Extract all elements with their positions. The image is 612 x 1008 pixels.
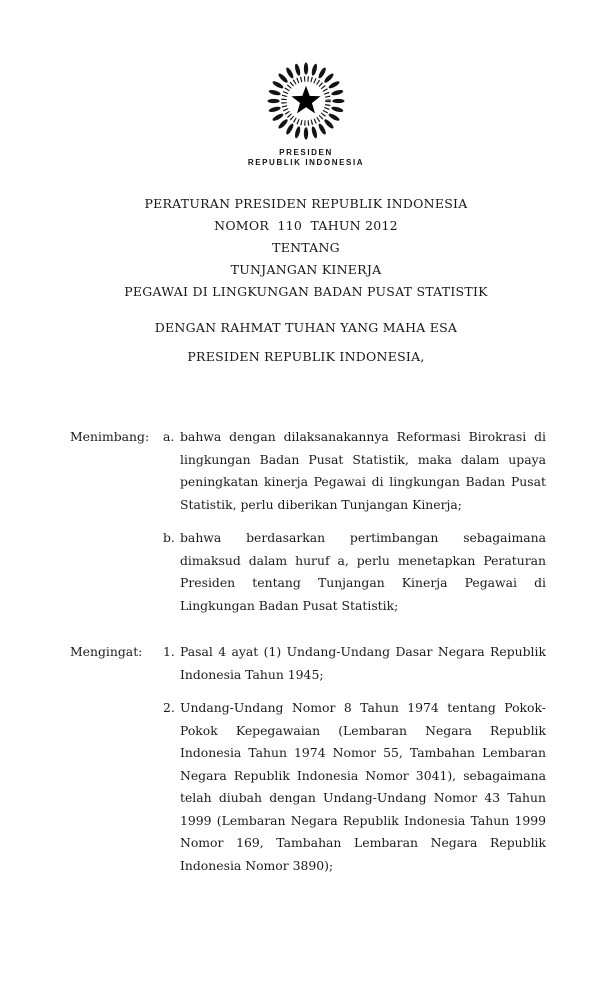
item-marker: 1. <box>163 644 175 659</box>
item-text: Pasal 4 ayat (1) Undang-Undang Dasar Negara Republik Indonesia Tahun 1945; <box>180 644 546 682</box>
title-block <box>0 193 612 368</box>
authority-line: PRESIDEN REPUBLIK INDONESIA, <box>187 349 425 364</box>
section-items <box>163 426 546 617</box>
list-item <box>163 641 546 686</box>
item-marker: b. <box>163 530 175 545</box>
regulation-number-line: NOMOR 110 TAHUN 2012 <box>214 218 398 233</box>
section-mengingat <box>70 641 546 877</box>
section-items <box>163 641 546 877</box>
tentang-line: TENTANG <box>272 240 340 255</box>
item-text: bahwa dengan dilaksanakannya Reformasi Birokrasi di lingkungan Badan Pusat Statistik, maka dalam upaya peningkatan kinerja Pegawai di lingkungan Badan Pusat Statistik, perlu diberikan Tunjangan Kinerja; <box>180 429 546 512</box>
list-item <box>163 697 546 877</box>
item-marker: a. <box>163 429 175 444</box>
list-item <box>163 527 546 617</box>
section-label: Menimbang: <box>70 429 150 444</box>
emblem-star-icon <box>291 86 320 114</box>
invocation-line: DENGAN RAHMAT TUHAN YANG MAHA ESA <box>154 320 458 335</box>
item-text: bahwa berdasarkan pertimbangan sebagaimana dimaksud dalam huruf a, perlu menetapkan Peraturan Presiden tentang Tunjangan Kinerja Pegawai di Lingkungan Badan Pusat Statistik; <box>180 530 546 613</box>
presidential-letterhead <box>0 56 612 169</box>
item-marker: 2. <box>163 700 175 715</box>
document-body <box>70 426 546 901</box>
regulation-title-line: PERATURAN PRESIDEN REPUBLIK INDONESIA <box>144 196 468 211</box>
list-item <box>163 426 546 516</box>
letterhead-presiden-text: PRESIDEN <box>279 148 333 157</box>
subject-line-2: PEGAWAI DI LINGKUNGAN BADAN PUSAT STATISTIK <box>124 284 488 299</box>
item-text: Undang-Undang Nomor 8 Tahun 1974 tentang Pokok-Pokok Kepegawaian (Lembaran Negara Republik Indonesia Tahun 1974 Nomor 55, Tambahan Lembaran Negara Republik Indonesia Nomor 3041), sebagaimana telah diubah dengan Undang-Undang Nomor 43 Tahun 1999 (Lembaran Negara Republik Indonesia Tahun 1999 Nomor 169, Tambahan Lembaran Negara Republik Indonesia Nomor 3890); <box>180 700 546 873</box>
garuda-star-emblem-icon <box>261 56 351 146</box>
subject-line-1: TUNJANGAN KINERJA <box>230 262 382 277</box>
section-menimbang <box>70 426 546 617</box>
section-label: Mengingat: <box>70 644 143 659</box>
letterhead-republik-indonesia-text: REPUBLIK INDONESIA <box>247 158 365 168</box>
